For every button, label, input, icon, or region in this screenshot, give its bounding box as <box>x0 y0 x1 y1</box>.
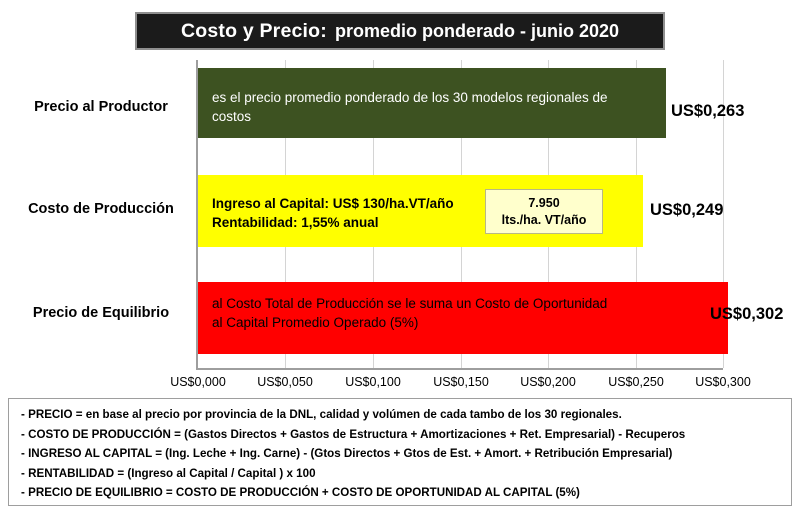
xtick-label-6: US$0,300 <box>695 375 751 389</box>
note-line-2: - COSTO DE PRODUCCIÓN = (Gastos Directos + Gastos de Estructura + Amortizaciones + Ret. Empresarial) - Recuperos <box>21 427 686 441</box>
bar-annotation-precio-de-equilibrio <box>212 294 692 332</box>
note-line-1: - PRECIO = en base al precio por provincia de la DNL, calidad y volúmen de cada tambo de los 30 regionales. <box>21 408 622 421</box>
callout-productividad <box>485 189 603 234</box>
note-line-3: - INGRESO AL CAPITAL = (Ing. Leche + Ing. Carne) - (Gtos Directos + Gtos de Est. + Amort. + Retribución Empresarial) <box>21 447 673 460</box>
value-label-costo-de-produccion: US$0,249 <box>650 201 724 219</box>
bar2-line1: al Costo Total de Producción se le suma un Costo de Oportunidad <box>212 296 608 311</box>
xtick-label-0: US$0,000 <box>170 375 226 389</box>
xtick-label-1: US$0,050 <box>257 375 313 389</box>
chart-title <box>135 12 665 50</box>
bar1-line1: Ingreso al Capital: US$ 130/ha.VT/año <box>212 196 454 211</box>
callout-line2: lts./ha. VT/año <box>501 212 587 227</box>
xtick-label-5: US$0,250 <box>608 375 664 389</box>
bar2-line2: al Capital Promedio Operado (5%) <box>212 315 419 330</box>
callout-line1: 7.950 <box>528 195 560 210</box>
category-label-costo-de-produccion: Costo de Producción <box>28 201 174 217</box>
bar1-line2: Rentabilidad: 1,55% anual <box>212 215 379 230</box>
category-label-precio-de-equilibrio: Precio de Equilibrio <box>32 305 170 321</box>
note-line-4: - RENTABILIDAD = (Ingreso al Capital / Capital ) x 100 <box>21 466 316 480</box>
category-label-precio-al-productor: Precio al Productor <box>34 99 168 115</box>
xtick-label-2: US$0,100 <box>345 375 401 389</box>
chart-title-rest: promedio ponderado - junio 2020 <box>335 20 620 41</box>
xtick-label-3: US$0,150 <box>433 375 489 389</box>
notes-box <box>8 398 792 506</box>
bar-annotation-precio-al-productor <box>212 88 654 126</box>
bar-annotation-costo-de-produccion <box>212 194 512 232</box>
value-label-precio-de-equilibrio: US$0,302 <box>710 305 784 323</box>
chart-title-strong: Costo y Precio: <box>180 19 327 42</box>
xtick-label-4: US$0,200 <box>520 375 576 389</box>
bar0-line2: costos <box>212 109 252 124</box>
note-line-5: - PRECIO DE EQUILIBRIO = COSTO DE PRODUCCIÓN + COSTO DE OPORTUNIDAD AL CAPITAL (5%) <box>21 486 580 499</box>
value-label-precio-al-productor: US$0,263 <box>671 102 745 120</box>
bar0-line1: es el precio promedio ponderado de los 30 modelos regionales de <box>212 90 608 105</box>
